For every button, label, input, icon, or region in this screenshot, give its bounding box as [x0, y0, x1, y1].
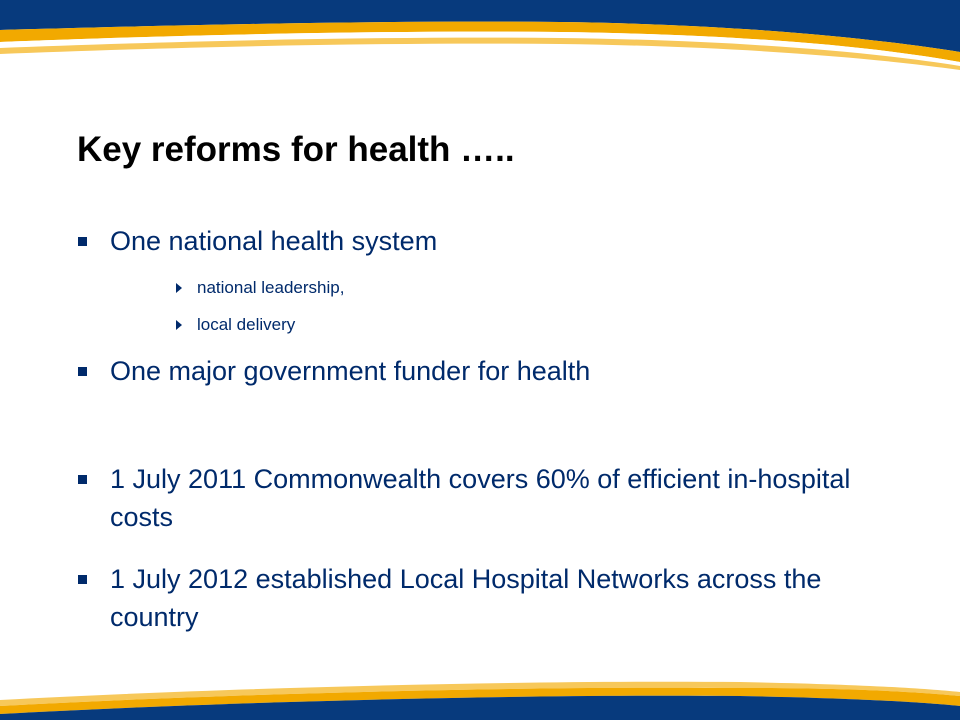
slide-title: Key reforms for health …..	[77, 130, 515, 169]
square-bullet-icon	[78, 475, 87, 484]
bullet-text: 1 July 2012 established Local Hospital Networks across the country	[110, 564, 822, 632]
subbullet-local-delivery	[176, 313, 295, 337]
bullet-one-major-government-funder	[78, 352, 900, 390]
subbullet-national-leadership	[176, 276, 344, 300]
square-bullet-icon	[78, 575, 87, 584]
triangle-bullet-icon	[176, 320, 182, 330]
bullet-text: 1 July 2011 Commonwealth covers 60% of efficient in-hospital costs	[110, 464, 851, 532]
triangle-bullet-icon	[176, 283, 182, 293]
bullet-one-national-health-system	[78, 222, 900, 260]
square-bullet-icon	[78, 367, 87, 376]
subbullet-text: local delivery	[197, 315, 296, 334]
bullet-text: One national health system	[110, 226, 438, 256]
bullet-july-2011-commonwealth	[78, 460, 900, 536]
subbullet-text: national leadership,	[197, 278, 345, 297]
bullet-july-2012-local-hospital-networks	[78, 560, 900, 636]
bullet-text: One major government funder for health	[110, 356, 591, 386]
square-bullet-icon	[78, 237, 87, 246]
